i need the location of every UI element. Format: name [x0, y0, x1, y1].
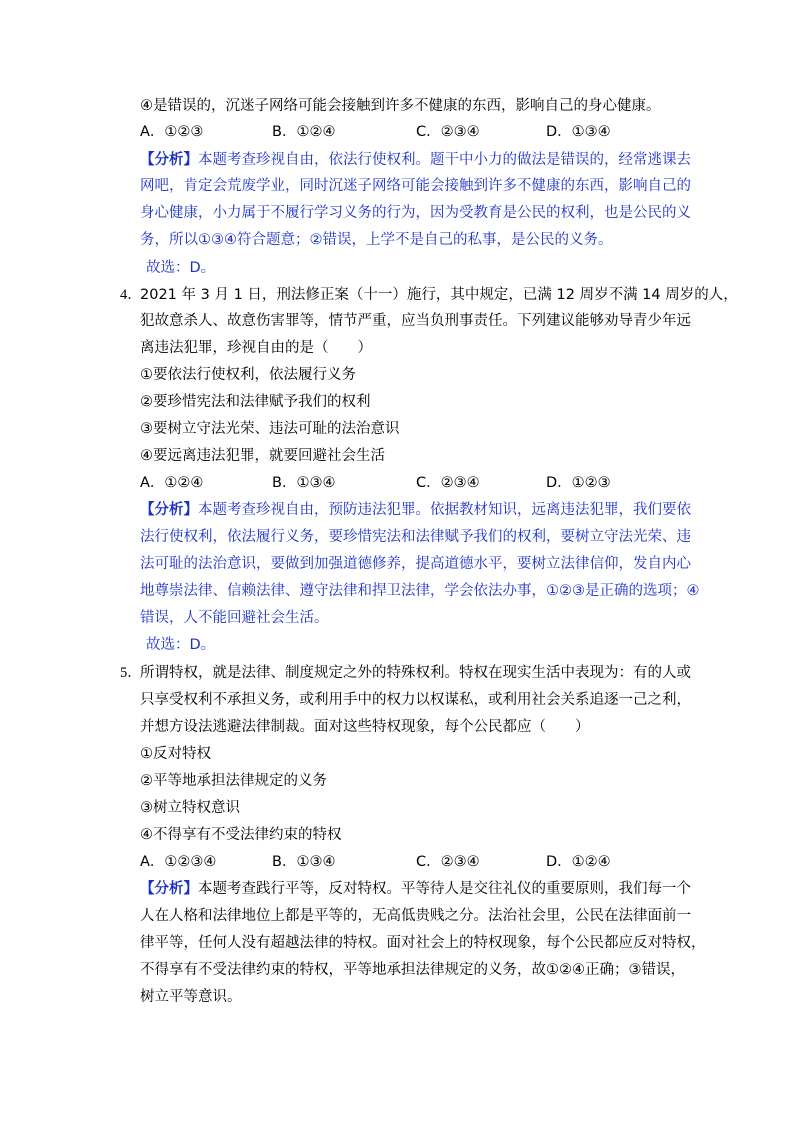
q4-option-a: A．①②④ [140, 475, 204, 491]
q5-statement-2: ②平等地承担法律规定的义务 [140, 773, 327, 789]
q5-statement-3: ③树立特权意识 [140, 800, 240, 816]
q4-analysis-line-2: 法行使权利，依法履行义务，要珍惜宪法和法律赋予我们的权利，要树立守法光荣、违 [140, 529, 691, 545]
q4-analysis-line-3: 法可耻的法治意识，要做到加强道德修养，提高道德水平，要树立法律信仰，发自内心 [140, 556, 691, 572]
q4-statement-4: ④要远离违法犯罪，就要回避社会生活 [140, 448, 385, 464]
q4-option-d: D．①②③ [546, 475, 611, 491]
q3-statement-4: ④是错误的，沉迷子网络可能会接触到许多不健康的东西，影响自己的身心健康。 [140, 98, 661, 114]
q5-analysis-line-5: 树立平等意识。 [140, 989, 242, 1005]
q4-stem-line-2: 犯故意杀人、故意伤害罪等，情节严重，应当负刑事责任。下列建议能够劝导青少年远 [140, 313, 691, 329]
q4-stem-line-1: 2021 年 3 月 1 日，刑法修正案（十一）施行，其中规定，已满 12 周岁不满 14 周岁的人， [140, 287, 738, 303]
q5-analysis-line-4: 不得享有不受法律约束的特权，平等地承担法律规定的义务，故①②④正确；③错误， [140, 962, 685, 978]
q4-option-c: C．②③④ [416, 475, 480, 491]
q5-analysis-tag: 【分析】 [140, 881, 198, 897]
q5-option-a: A．①②③④ [140, 854, 217, 870]
q4-statement-1: ①要依法行使权利，依法履行义务 [140, 367, 356, 383]
q4-statement-2: ②要珍惜宪法和法律赋予我们的权利 [140, 394, 371, 410]
q3-option-d: D．①③④ [546, 124, 611, 140]
q4-option-b: B．①③④ [272, 475, 336, 491]
q3-analysis-line-1: 【分析】本题考查珍视自由，依法行使权利。题干中小力的做法是错误的，经常逃课去 [140, 152, 691, 168]
q4-analysis-line-5: 错误，人不能回避社会生活。 [140, 610, 329, 626]
q5-stem-line-3: 并想方设法逃避法律制裁。面对这些特权现象，每个公民都应（ ） [140, 719, 590, 735]
q3-answer: 故选：D。 [146, 260, 216, 276]
q5-analysis-line-1: 【分析】本题考查践行平等，反对特权。平等待人是交往礼仪的重要原则，我们每一个 [140, 881, 691, 897]
q5-analysis-line-3: 律平等，任何人没有超越法律的特权。面对社会上的特权现象，每个公民都应反对特权， [140, 935, 706, 951]
q4-analysis-line-1: 【分析】本题考查珍视自由，预防违法犯罪。依据教材知识，远离违法犯罪，我们要依 [140, 502, 691, 518]
q4-analysis-tag: 【分析】 [140, 502, 198, 518]
q5-statement-4: ④不得享有不受法律约束的特权 [140, 827, 342, 843]
q4-statement-3: ③要树立守法光荣、违法可耻的法治意识 [140, 421, 400, 437]
q5-option-c: C．②③④ [416, 854, 480, 870]
q4-stem-line-3: 离违法犯罪，珍视自由的是（ ） [140, 340, 372, 356]
q3-analysis-line-4: 务，所以①③④符合题意；②错误，上学不是自己的私事，是公民的义务。 [140, 232, 613, 248]
q3-option-c: C．②③④ [416, 124, 480, 140]
q3-option-b: B．①②④ [272, 124, 336, 140]
q5-statement-1: ①反对特权 [140, 746, 211, 762]
q3-analysis-tag: 【分析】 [140, 152, 198, 168]
q3-analysis-line-3: 身心健康，小力属于不履行学习义务的行为，因为受教育是公民的权利，也是公民的义 [140, 205, 691, 221]
q4-answer: 故选：D。 [146, 637, 216, 653]
q3-option-a: A．①②③ [140, 124, 204, 140]
q4-number: 4． [120, 287, 142, 303]
q5-analysis-line-2: 人在人格和法律地位上都是平等的，无高低贵贱之分。法治社会里，公民在法律面前一 [140, 908, 691, 924]
q5-number: 5． [120, 665, 142, 681]
q5-option-d: D．①②④ [546, 854, 611, 870]
q4-analysis-line-4: 地尊崇法律、信赖法律、遵守法律和捍卫法律，学会依法办事，①②③是正确的选项；④ [140, 583, 700, 599]
q5-stem-line-2: 只享受权利不承担义务，或利用手中的权力以权谋私，或利用社会关系追逐一己之利， [140, 692, 691, 708]
q5-option-b: B．①③④ [272, 854, 336, 870]
q3-analysis-line-2: 网吧，肯定会荒废学业，同时沉迷子网络可能会接触到许多不健康的东西，影响自己的 [140, 178, 691, 194]
q5-stem-line-1: 所谓特权，就是法律、制度规定之外的特殊权利。特权在现实生活中表现为：有的人或 [140, 665, 691, 681]
